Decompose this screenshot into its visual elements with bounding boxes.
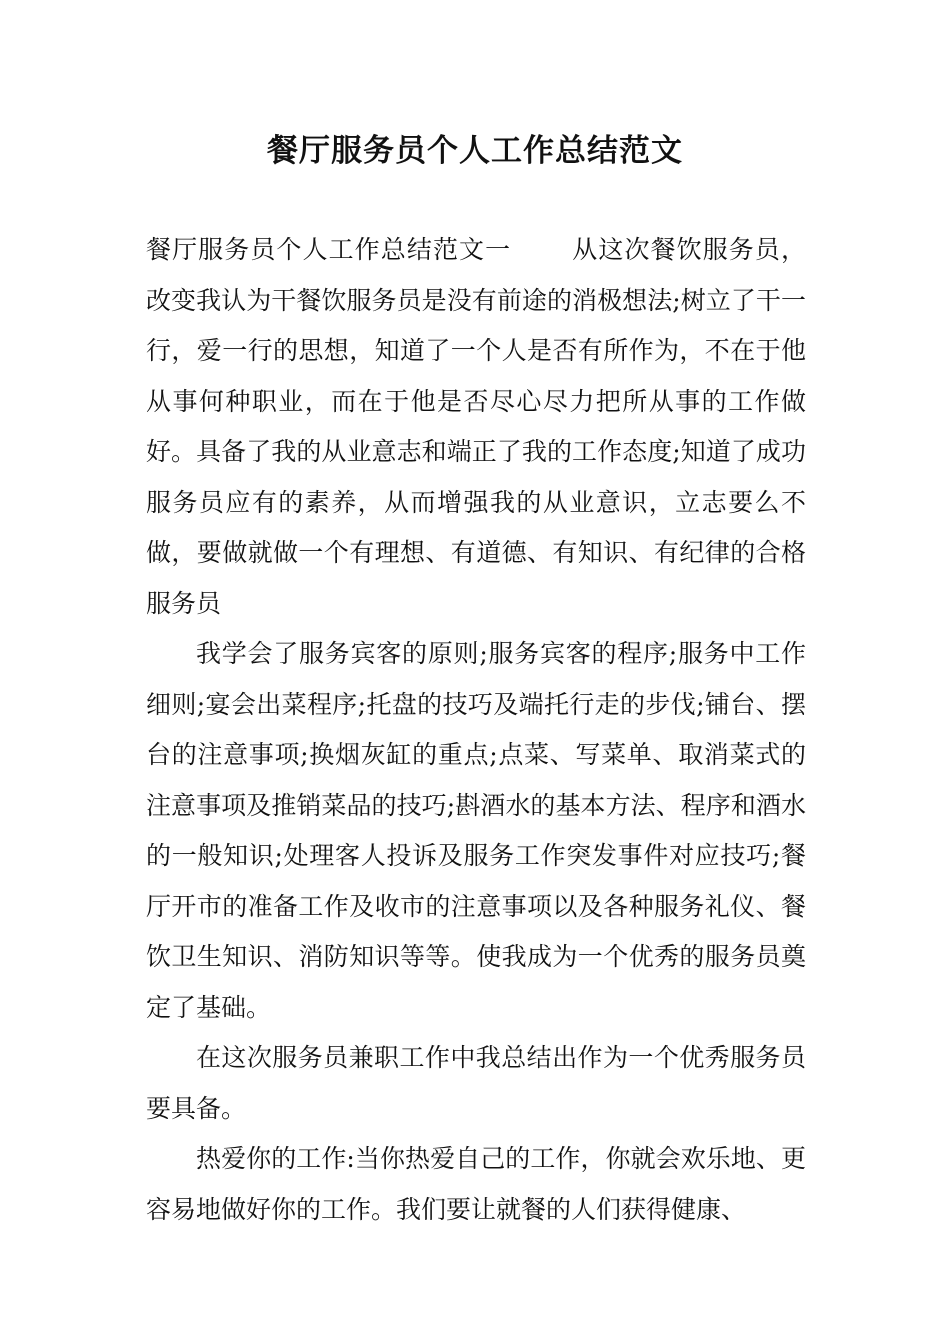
document-body bbox=[146, 225, 806, 1235]
paragraph-1 bbox=[146, 225, 806, 629]
paragraph-4: 热爱你的工作:当你热爱自己的工作，你就会欢乐地、更容易地做好你的工作。我们要让就餐的人们获得健康、 bbox=[146, 1144, 806, 1224]
paragraph-2: 我学会了服务宾客的原则;服务宾客的程序;服务中工作细则;宴会出菜程序;托盘的技巧及端托行走的步伐;铺台、摆台的注意事项;换烟灰缸的重点;点菜、写菜单、取消菜式的注意事项及推销菜品的技巧;斟酒水的基本方法、程序和酒水的一般知识;处理客人投诉及服务工作突发事件对应技巧;餐厅开市的准备工作及收市的注意事项以及各种服务礼仪、餐饮卫生知识、消防知识等等。使我成为一个优秀的服务员奠定了基础。 bbox=[146, 639, 806, 1022]
paragraph-3: 在这次服务员兼职工作中我总结出作为一个优秀服务员要具备。 bbox=[146, 1043, 806, 1123]
paragraph-1-lead: 餐厅服务员个人工作总结范文一 bbox=[146, 235, 512, 264]
document-title: 餐厅服务员个人工作总结范文 bbox=[267, 133, 683, 169]
paragraph-1-text: 从这次餐饮服务员，改变我认为干餐饮服务员是没有前途的消极想法;树立了干一行，爱一行的思想，知道了一个人是否有所作为，不在于他从事何种职业，而在于他是否尽心尽力把所从事的工作做好。具备了我的从业意志和端正了我的工作态度;知道了成功服务员应有的素养，从而增强我的从业意识，立志要么不做，要做就做一个有理想、有道德、有知识、有纪律的合格服务员 bbox=[146, 235, 806, 618]
